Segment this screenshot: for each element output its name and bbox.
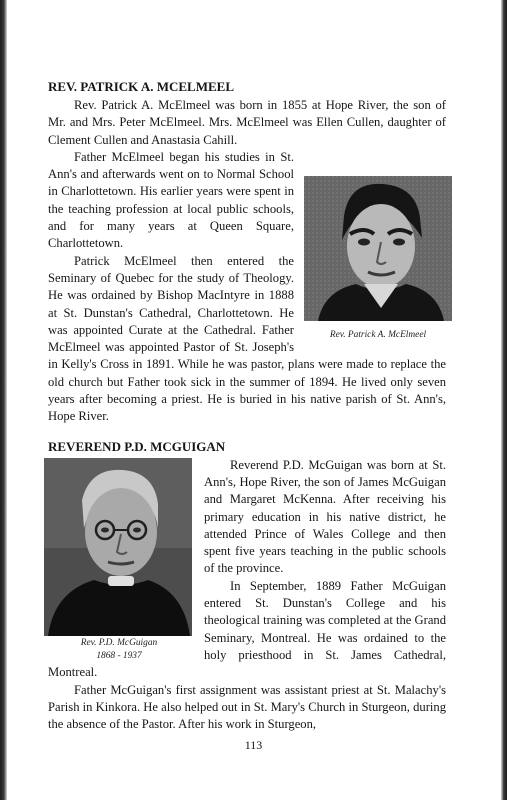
- photo-figure-mcguigan: [44, 458, 194, 662]
- scan-edge-left: [0, 0, 7, 800]
- photo-caption-mcguigan-name: Rev. P.D. McGuigan: [80, 637, 158, 648]
- section-mcguigan: [48, 438, 446, 734]
- section-heading-mcguigan: REVEREND P.D. MCGUIGAN: [48, 438, 226, 454]
- paragraph-mcelmeel-ordination: Patrick McElmeel then entered the Seminary of Quebec for the study of Theology. He was ordained by Bishop MacIntyre in 1888 at St. Dunstan's Cathedral, Charlottetown. He was appointed Curate at the Cathedral. Father McElmeel was appointed Pastor of St. Joseph's in Kelly's Cross in 1891. While he was pastor, plans were made to replace the old church but Father took sick in the summer of 1894. He lived only seven years after becoming a priest. He is buried in his native parish of St. Ann's, Hope River.: [48, 253, 446, 424]
- paragraph-mcelmeel-studies: Father McElmeel began his studies in St. Ann's and afterwards went on to Normal School in Charlottetown. His earlier years were spent in the teaching profession at local public schools, and for many years at Queen Square, Charlottetown.: [48, 149, 294, 251]
- page-number: 113: [244, 738, 263, 752]
- photo-figure-mcelmeel: [304, 176, 452, 341]
- scan-edge-right: [501, 0, 507, 800]
- page-body: [48, 78, 446, 733]
- paragraph-mcguigan-college: In September, 1889 Father McGuigan entered St. Dunstan's College and his theological training was completed at the Grand Seminary, Montreal. He was ordained to the holy priesthood in St. James Cathedral, Montreal.: [48, 578, 446, 680]
- paragraph-mcguigan-assignment: Father McGuigan's first assignment was assistant priest at St. Malachy's Parish in Kinkora. He also helped out in St. Mary's Church in Sturgeon, during the absence of the Pastor. After his work in Sturgeon,: [48, 682, 446, 732]
- paragraph-mcguigan-birth: Reverend P.D. McGuigan was born at St. Ann's, Hope River, the son of James McGuigan and Margaret McKenna. After receiving his primary education in his native district, he attended Prince of Wales College and then spent five years teaching in the public schools of the province.: [204, 457, 446, 576]
- photo-caption-mcguigan-years: 1868 - 1937: [96, 650, 142, 661]
- portrait-mcelmeel-drawing: [304, 176, 452, 321]
- section-heading-mcelmeel: REV. PATRICK A. MCELMEEL: [48, 79, 234, 94]
- paragraph-mcelmeel-birth: Rev. Patrick A. McElmeel was born in 1855 at Hope River, the son of Mr. and Mrs. Peter McElmeel. Mrs. McElmeel was Ellen Cullen, daughter of Clement Cullen and Anastasia Cahill.: [48, 98, 446, 147]
- portrait-photo-mcelmeel: [304, 176, 452, 321]
- photo-caption-mcelmeel: Rev. Patrick A. McElmeel: [329, 329, 427, 340]
- portrait-mcguigan-drawing: [44, 458, 192, 636]
- portrait-photo-mcguigan: [44, 458, 192, 636]
